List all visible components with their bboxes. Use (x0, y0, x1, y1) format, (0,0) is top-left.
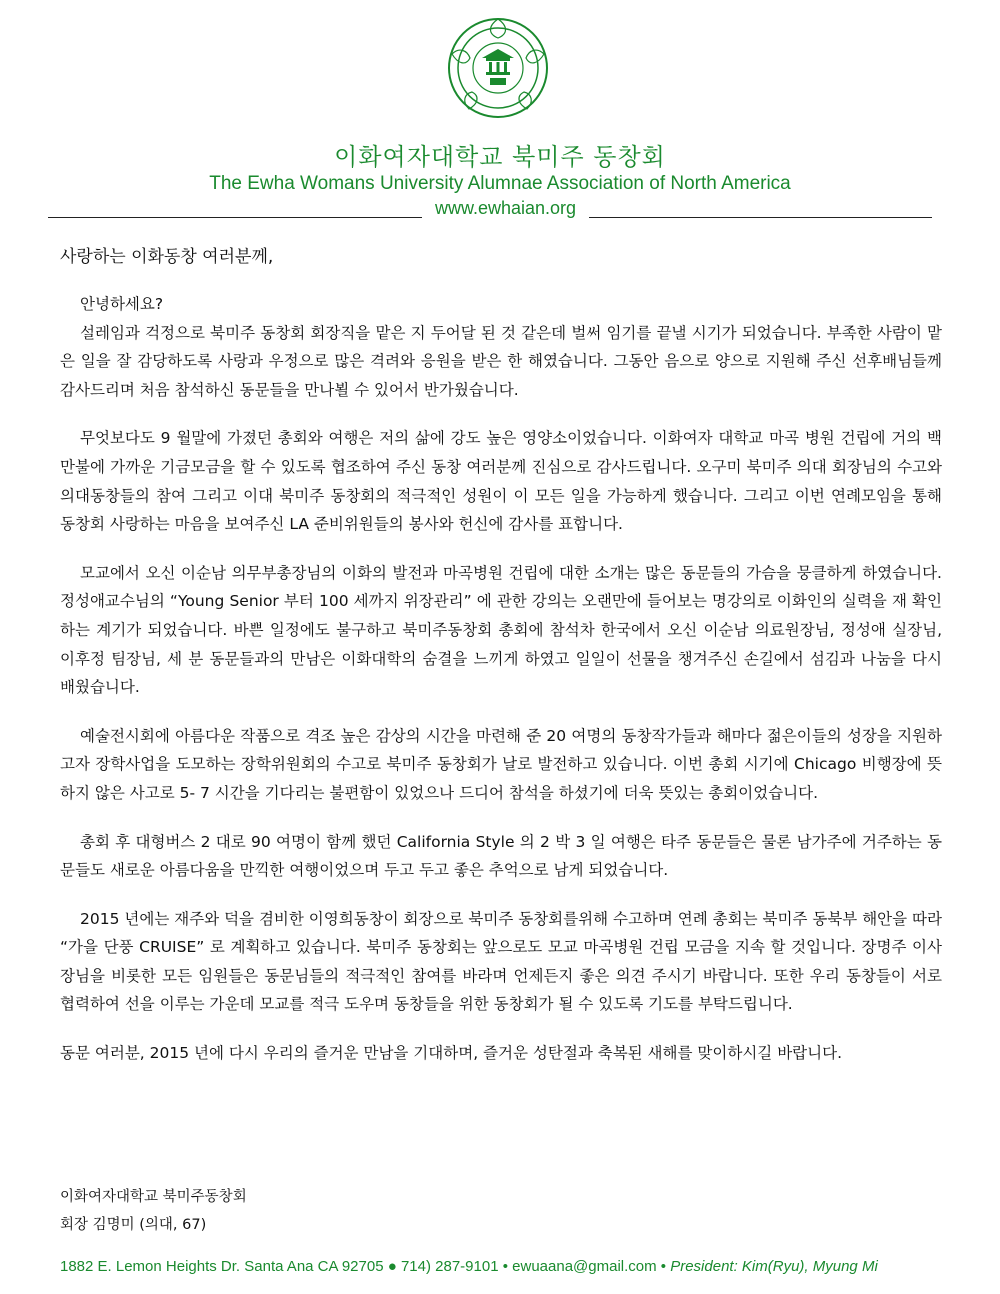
footer-address: 1882 E. Lemon Heights Dr. Santa Ana CA 92705 (60, 1258, 384, 1275)
bullet-icon: • (660, 1258, 671, 1275)
signature-president: 회장 김명미 (의대, 67) (60, 1217, 207, 1233)
paragraph-3: 모교에서 오신 이순남 의무부총장님의 이화의 발전과 마곡병원 건립에 대한 소개는 많은 동문들의 가슴을 뭉클하게 하였습니다. 정성애교수님의 “Young Senior 부터 100 세까지 위장관리” 에 관한 강의는 오랜만에 들어보는 명강의로 이화인의 실력을 재 확인하는 계기가 되었습니다. 바쁜 일정에도 불구하고 북미주동창회 총회에 참석차 한국에서 오신 이순남 의료원장님, 정성애 실장님, 이후정 팀장님, 세 분 동문들과의 만남은 이화대학의 숨결을 느끼게 하였고 일일이 선물을 챙겨주신 손길에서 섬김과 나눔을 다시 배웠습니다. (60, 563, 942, 697)
footer (60, 1258, 960, 1275)
footer-phone: 714) 287-9101 (400, 1258, 499, 1275)
website-row (48, 198, 932, 220)
paragraph-2: 무엇보다도 9 월말에 가졌던 총회와 여행은 저의 삶에 강도 높은 영양소이었습니다. 이화여자 대학교 마곡 병원 건립에 거의 백만불에 가까운 기금모금을 할 수 있도록 협조하여 주신 동창 여러분께 진심으로 감사드립니다. 오구미 북미주 의대 회장님의 수고와 의대동창들의 참여 그리고 이대 북미주 동창회의 적극적인 성원이 이 모든 일을 가능하게 했습니다. 그리고 이번 연례모임을 통해 동창회 사랑하는 마음을 보여주신 LA 준비위원들의 봉사와 헌신에 감사를 표합니다. (60, 429, 942, 534)
website-link[interactable]: www.ewhaian.org (434, 198, 577, 218)
paragraph-5: 총회 후 대형버스 2 대로 90 여명이 함께 했던 California Style 의 2 박 3 일 여행은 타주 동문들은 물론 남가주에 거주하는 동문들도 새로운 아름다움을 만끽한 여행이었으며 두고 두고 좋은 추억으로 남게 되었습니다. (60, 832, 942, 880)
signature-block (60, 1183, 247, 1239)
closing-paragraph: 동문 여러분, 2015 년에 다시 우리의 즐거운 만남을 기대하며, 즐거운 성탄절과 축복된 새해를 맞이하시길 바랍니다. (60, 1044, 843, 1063)
greeting: 안녕하세요? (80, 295, 164, 313)
letter-body (60, 290, 942, 1088)
divider-right (589, 217, 932, 218)
signature-organization: 이화여자대학교 북미주동창회 (60, 1189, 247, 1205)
bullet-icon: • (502, 1258, 513, 1275)
footer-president: President: Kim(Ryu), Myung Mi (670, 1258, 878, 1275)
divider-left (48, 217, 422, 218)
paragraph-6: 2015 년에는 재주와 덕을 겸비한 이영희동창이 회장으로 북미주 동창회를위해 수고하며 연례 총회는 북미주 동북부 해안을 따라 “가을 단풍 CRUISE” 로 계획하고 있습니다. 북미주 동창회는 앞으로도 모교 마곡병원 건립 모금을 지속 할 것입니다. 장명주 이사장님을 비롯한 모든 임원들은 동문님들의 적극적인 참여를 바라며 언제든지 좋은 의견 주시기 바랍니다. 또한 우리 동창들이 서로 협력하여 선을 이루는 가운데 모교를 적극 도우며 동창들을 위한 동창회가 될 수 있도록 기도를 부탁드립니다. (60, 909, 943, 1014)
org-korean-title: 이화여자대학교 북미주 동창회 (334, 143, 666, 171)
salutation: 사랑하는 이화동창 여러분께, (60, 247, 274, 267)
paragraph-1: 설레임과 걱정으로 북미주 동창회 회장직을 맡은 지 두어달 된 것 같은데 벌써 임기를 끝낼 시기가 되었습니다. 부족한 사람이 맡은 일을 잘 감당하도록 사랑과 우정으로 많은 격려와 응원을 받은 한 해였습니다. 그동안 음으로 양으로 지원해 주신 선후배님들께 감사드리며 처음 참석하신 동문들을 만나뵐 수 있어서 반가웠습니다. (60, 323, 942, 399)
ewha-seal-logo-icon (446, 16, 550, 120)
bullet-icon: ● (387, 1258, 401, 1275)
org-english-title: The Ewha Womans University Alumnae Association of North America (209, 173, 791, 194)
paragraph-4: 예술전시회에 아름다운 작품으로 격조 높은 감상의 시간을 마련해 준 20 여명의 동창작가들과 해마다 젊은이들의 성장을 지원하고자 장학사업을 도모하는 장학위원회의 수고로 북미주 동창회가 날로 발전하고 있습니다. 이번 총회 시기에 Chicago 비행장에 뜻하지 않은 사고로 5- 7 시간을 기다리는 불편함이 있었으나 드디어 참석을 하셨기에 더욱 뜻있는 총회이었습니다. (60, 726, 942, 802)
footer-email[interactable]: ewuaana@gmail.com (512, 1258, 657, 1275)
